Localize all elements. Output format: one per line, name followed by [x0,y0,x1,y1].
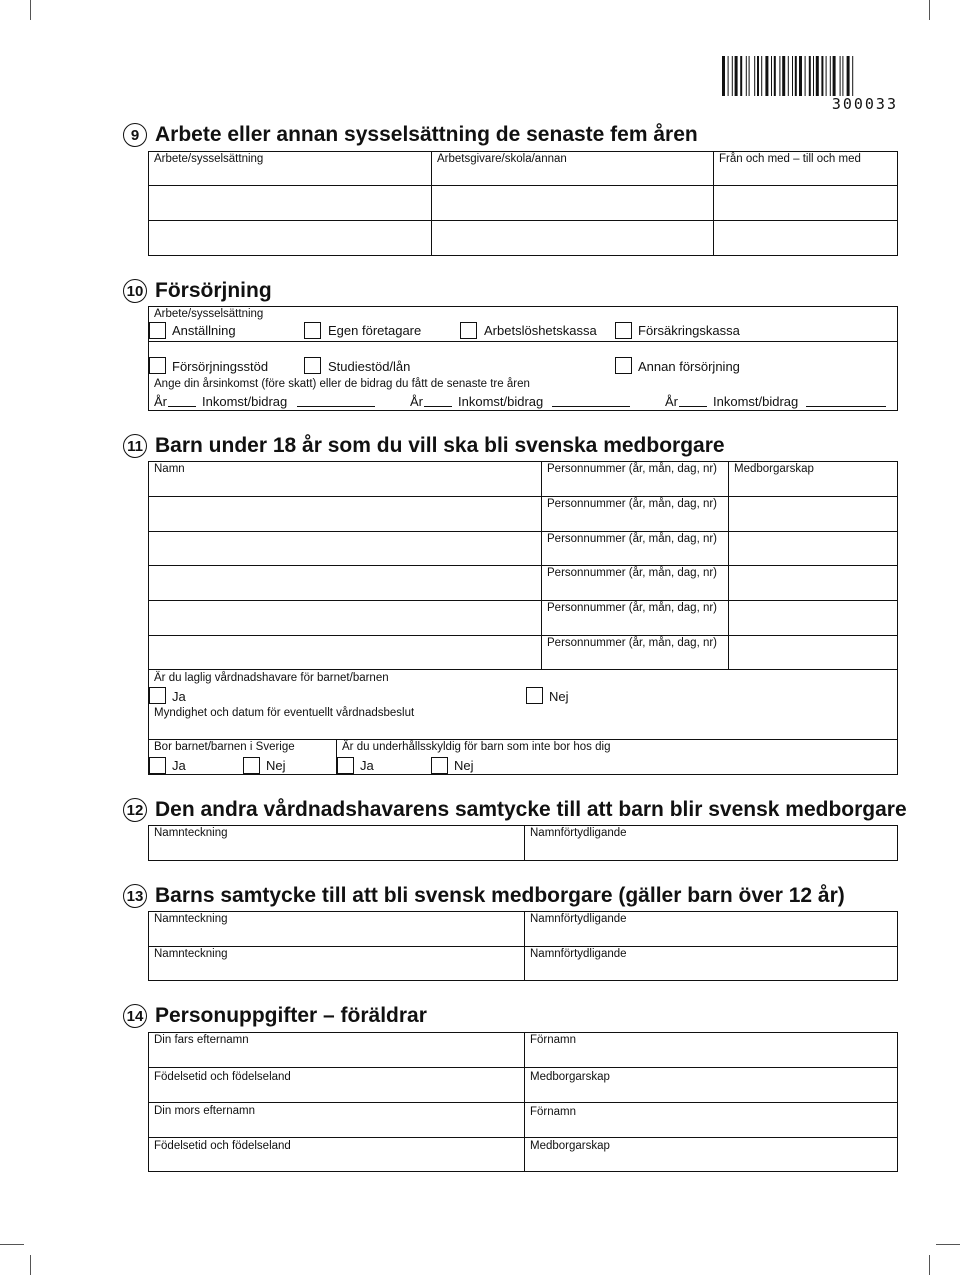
section-14-header [123,1004,427,1028]
father-citizenship-field[interactable]: Medborgarskap [530,1071,610,1083]
year-label: År [154,394,167,409]
section-number: 13 [123,884,147,908]
father-birth-field[interactable]: Födelsetid och födelseland [154,1071,291,1083]
divider [148,341,898,342]
pnr-label: Personnummer (år, mån, dag, nr) [547,498,718,510]
income-field-2[interactable] [552,406,630,407]
section-title: Barns samtycke till att bli svensk medborgare (gäller barn över 12 år) [155,884,845,907]
option-insurance-agency: Försäkringskassa [638,323,740,338]
section-10-header [123,279,272,303]
mother-surname-field[interactable]: Din mors efternamn [154,1105,255,1117]
crop-mark-right-bottom-v [929,1255,930,1275]
section-title: Försörjning [155,279,272,302]
option-unemployment-fund: Arbetslöshetskassa [484,323,597,338]
divider [431,151,432,256]
section-title: Personuppgifter – föräldrar [155,1004,427,1027]
checkbox-employment[interactable] [149,322,166,339]
father-firstname-field[interactable]: Förnamn [530,1034,577,1046]
pnr-label: Personnummer (år, mån, dag, nr) [547,567,718,579]
divider [541,461,542,670]
support-label: Arbete/sysselsättning [154,308,264,320]
section-number: 9 [123,123,147,147]
divider [148,496,898,497]
checkbox-unemployment-fund[interactable] [460,322,477,339]
col-header-occupation: Arbete/sysselsättning [154,153,264,165]
checkbox-support-no[interactable] [431,757,448,774]
crop-mark-right [929,0,930,20]
income-label: Inkomst/bidrag [458,394,544,409]
section-title: Barn under 18 år som du vill ska bli svenska medborgare [155,434,725,457]
pnr-label: Personnummer (år, mån, dag, nr) [547,533,718,545]
income-field-1[interactable] [297,406,375,407]
income-label: Inkomst/bidrag [202,394,288,409]
crop-mark-left-bottom [0,1244,24,1245]
section-11-header [123,434,725,458]
option-no: Nej [549,689,569,704]
divider [148,565,898,566]
year-field-1[interactable] [168,406,196,407]
divider [524,911,525,981]
signature-field[interactable]: Namnteckning [154,827,228,839]
checkbox-welfare[interactable] [149,357,166,374]
divider [524,825,525,861]
col-header-employer: Arbetsgivare/skola/annan [437,153,567,165]
custody-box [148,669,898,775]
signature-field[interactable]: Namnteckning [154,948,228,960]
divider [728,461,729,670]
name-clarification-field[interactable]: Namnförtydligande [530,913,627,925]
crop-mark-left [30,0,31,20]
lives-in-sweden-question: Bor barnet/barnen i Sverige [154,741,295,753]
mother-citizenship-field[interactable]: Medborgarskap [530,1140,610,1152]
crop-mark-right-bottom [936,1244,960,1245]
guardian-consent-box [148,825,898,861]
income-label: Inkomst/bidrag [713,394,799,409]
year-label: År [410,394,423,409]
checkbox-custody-yes[interactable] [149,687,166,704]
col-header-period: Från och med – till och med [719,153,861,165]
section-number: 11 [123,434,147,458]
pnr-label: Personnummer (år, mån, dag, nr) [547,637,718,649]
divider [148,1102,898,1103]
checkbox-lives-no[interactable] [243,757,260,774]
income-field-3[interactable] [806,406,886,407]
checkbox-lives-yes[interactable] [149,757,166,774]
divider [148,739,898,740]
option-self-employed: Egen företagare [328,323,422,338]
divider [148,1137,898,1138]
pnr-label: Personnummer (år, mån, dag, nr) [547,602,718,614]
divider [148,185,898,186]
section-title: Arbete eller annan sysselsättning de senaste fem åren [155,123,698,146]
section-9-header [123,123,698,147]
option-no: Nej [266,758,286,773]
section-number: 12 [123,798,147,822]
divider [148,220,898,221]
crop-mark-left-bottom-v [30,1255,31,1275]
authority-label: Myndighet och datum för eventuellt vårdnadsbeslut [154,707,415,719]
divider [713,151,714,256]
col-header-citizenship: Medborgarskap [734,463,814,475]
checkbox-other-support[interactable] [615,357,632,374]
checkbox-support-yes[interactable] [337,757,354,774]
divider [148,635,898,636]
col-header-name: Namn [154,463,185,475]
custody-question: Är du laglig vårdnadshavare för barnet/barnen [154,672,389,684]
divider [148,1067,898,1068]
option-study-aid: Studiestöd/lån [328,359,411,374]
option-other-support: Annan försörjning [638,359,740,374]
year-field-3[interactable] [679,406,707,407]
option-yes: Ja [172,689,186,704]
divider [148,600,898,601]
name-clarification-field[interactable]: Namnförtydligande [530,827,627,839]
section-13-header [123,884,845,908]
income-instructions: Ange din årsinkomst (före skatt) eller de bidrag du fått de senaste tre åren [154,378,530,390]
year-label: År [665,394,678,409]
employment-table [148,151,898,256]
year-field-2[interactable] [424,406,452,407]
pnr-label: Personnummer (år, mån, dag, nr) [547,463,718,475]
name-clarification-field[interactable]: Namnförtydligande [530,948,627,960]
section-number: 10 [123,279,147,303]
option-yes: Ja [172,758,186,773]
signature-field[interactable]: Namnteckning [154,913,228,925]
mother-birth-field[interactable]: Födelsetid och födelseland [154,1140,291,1152]
father-surname-field[interactable]: Din fars efternamn [154,1034,249,1046]
checkbox-custody-no[interactable] [526,687,543,704]
support-obligation-question: Är du underhållsskyldig för barn som inte bor hos dig [342,741,611,753]
option-employment: Anställning [172,323,236,338]
option-no: Nej [454,758,474,773]
divider [148,531,898,532]
checkbox-insurance-agency[interactable] [615,322,632,339]
section-title: Den andra vårdnadshavarens samtycke till att barn blir svensk medborgare [155,798,907,821]
divider [148,946,898,947]
section-number: 14 [123,1004,147,1028]
barcode-number: 300033 [831,95,898,113]
checkbox-study-aid[interactable] [304,357,321,374]
checkbox-self-employed[interactable] [304,322,321,339]
mother-firstname-field[interactable]: Förnamn [530,1106,577,1118]
option-welfare: Försörjningsstöd [172,359,269,374]
section-12-header [123,798,907,822]
option-yes: Ja [360,758,374,773]
divider [524,1032,525,1172]
barcode [722,56,898,96]
